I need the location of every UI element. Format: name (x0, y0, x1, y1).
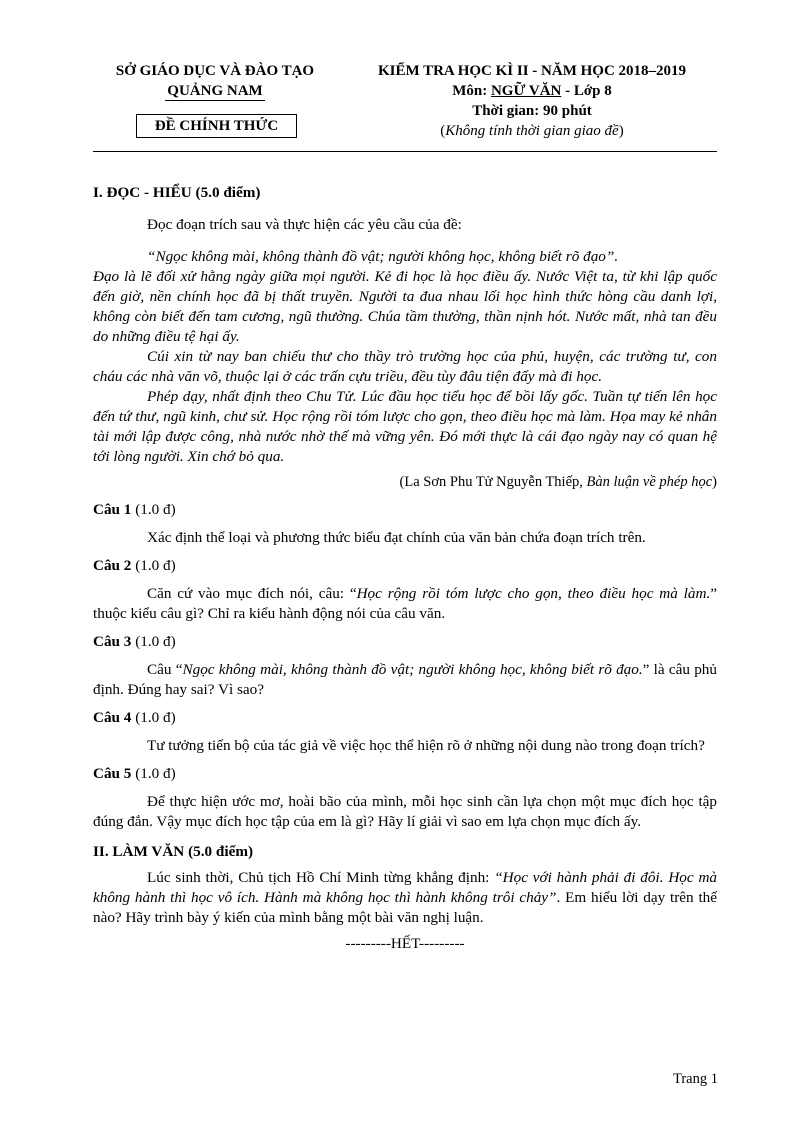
exam-info (346, 61, 718, 141)
exam-title: KIỂM TRA HỌC KÌ II - NĂM HỌC 2018–2019 (377, 63, 687, 79)
question-points: (1.0 đ) (131, 765, 176, 782)
prompt-text-part: Lúc sinh thời, Chủ tịch Hồ Chí Minh từng khẳng định: (147, 869, 495, 886)
question-4-text: Tư tưởng tiến bộ của tác giả về việc học thể hiện rõ ở những nội dung nào trong đoạn trích? (147, 737, 705, 754)
source-close: ) (712, 474, 717, 490)
question-quote: Học rộng rồi tóm lược cho gọn, theo điều học mà làm. (356, 585, 711, 602)
passage-paragraph: Cúi xin từ nay ban chiếu thư cho thầy trò trường học của phủ, huyện, các trường tư, con cháu các nhà văn võ, thuộc lại ở các trấn cựu triều, đều tùy đâu tiện đấy mà đi học. (93, 348, 717, 385)
passage-source (93, 472, 717, 492)
exam-content (93, 183, 717, 954)
question-label: Câu 3 (93, 633, 132, 650)
note-close: ) (618, 123, 624, 139)
passage-paragraph: “Ngọc không mài, không thành đồ vật; người không học, không biết rõ đạo”. (147, 248, 619, 265)
subject-grade: - Lớp 8 (561, 83, 612, 99)
source-author: (La Sơn Phu Tử Nguyễn Thiếp, (399, 474, 587, 490)
question-label: Câu 1 (93, 501, 132, 518)
question-2-text (93, 584, 717, 624)
passage-paragraph: Phép dạy, nhất định theo Chu Tử. Lúc đầu học tiểu học để bồi lấy gốc. Tuần tự tiến lên học đến tứ thư, ngũ kinh, chư sử. Học rộng rồi tóm lược cho gọn, theo điều học mà làm. Họa may kẻ nhân tài mới lập được công, nhà nước nhờ thế mà vững yên. Đó mới thực là cái đạo ngày nay có quan hệ tới lòng người. Xin chớ bỏ qua. (93, 388, 717, 465)
section-reading-title: I. ĐỌC - HIỂU (5.0 điểm) (93, 184, 261, 201)
question-quote: Ngọc không mài, không thành đồ vật; người không học, không biết rõ đạo. (182, 661, 643, 678)
source-title: Bàn luận về phép học (586, 474, 713, 490)
note-text: Không tính thời gian giao đề (445, 123, 619, 139)
question-4-title (93, 708, 717, 728)
subject-prefix: Môn: (452, 83, 491, 99)
reading-instruction: Đọc đoạn trích sau và thực hiện các yêu cầu của đề: (147, 216, 462, 233)
subject-line (346, 81, 718, 101)
question-text-part: ” là câu phủ định. Đúng hay sai? Vì sao? (93, 661, 717, 698)
province-name: QUẢNG NAM (167, 83, 263, 99)
note-open: ( (440, 123, 446, 139)
question-3-text (93, 660, 717, 700)
question-text-part: ” thuộc kiểu câu gì? Chỉ ra kiểu hành động nói của câu văn. (93, 585, 717, 622)
page-number: Trang 1 (673, 1071, 718, 1087)
question-points: (1.0 đ) (131, 633, 176, 650)
question-label: Câu 4 (93, 709, 132, 726)
department-name: SỞ GIÁO DỤC VÀ ĐÀO TẠO (115, 63, 315, 79)
question-label: Câu 5 (93, 765, 132, 782)
prompt-quote: “Học với hành phải đi đôi. Học mà không hành thì học vô ích. Hành mà không học thì hành không trôi chảy” (93, 869, 718, 906)
question-text-part: Câu “ (147, 661, 183, 678)
question-1-text: Xác định thể loại và phương thức biểu đạt chính của văn bản chứa đoạn trích trên. (147, 529, 646, 546)
passage-paragraph: Đạo là lẽ đối xử hằng ngày giữa mọi người. Kẻ đi học là học điều ấy. Nước Việt ta, từ khi lập quốc đến giờ, nền chính học đã bị thất truyền. Người ta đua nhau lối học hình thức hòng cầu danh lợi, không còn biết đến tam cương, ngũ thường. Chúa tầm thường, thần nịnh hót. Nước mất, nhà tan đều do những điều tệ hại ấy. (93, 268, 717, 345)
reading-passage (93, 247, 717, 467)
writing-prompt (93, 868, 717, 928)
exam-duration: Thời gian: 90 phút (472, 103, 592, 119)
question-points: (1.0 đ) (131, 501, 176, 518)
issuing-authority (96, 61, 334, 101)
question-points: (1.0 đ) (131, 709, 176, 726)
prompt-text-part: . Em hiểu lời dạy trên thế nào? Hãy trình bày ý kiến của mình bằng một bài văn nghị luận. (93, 889, 717, 926)
question-text-part: Căn cứ vào mục đích nói, câu: “ (147, 585, 357, 602)
question-5-text: Để thực hiện ước mơ, hoài bão của mình, mỗi học sinh cần lựa chọn một mục đích học tập đúng đắn. Vậy mục đích học tập của em là gì? Hãy lí giải vì sao em lựa chọn mục đích ấy. (93, 793, 717, 830)
question-5-title (93, 764, 717, 784)
header-divider (93, 151, 717, 152)
question-label: Câu 2 (93, 557, 132, 574)
section-writing-title: II. LÀM VĂN (5.0 điểm) (93, 843, 254, 860)
official-exam-label: ĐỀ CHÍNH THỨC (136, 114, 297, 138)
duration-note (346, 121, 718, 141)
question-1-title (93, 500, 717, 520)
question-3-title (93, 632, 717, 652)
subject-name: NGỮ VĂN (490, 83, 562, 99)
question-points: (1.0 đ) (131, 557, 176, 574)
question-2-title (93, 556, 717, 576)
end-of-exam-mark: ---------HẾT--------- (345, 935, 465, 952)
